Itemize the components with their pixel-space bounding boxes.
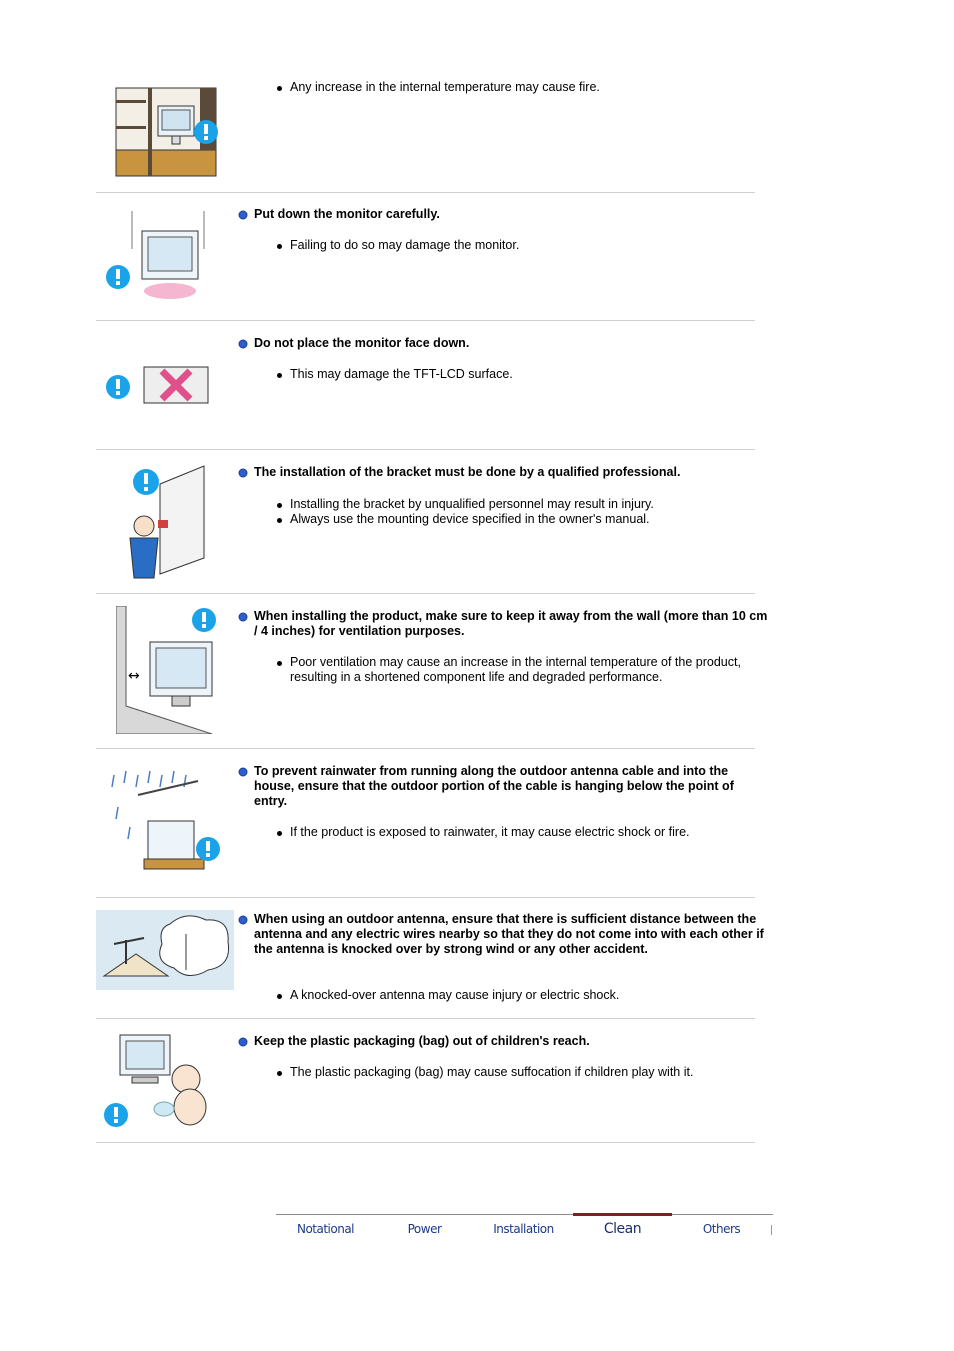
section-title: Put down the monitor carefully. xyxy=(238,207,769,222)
blue-bullet-icon xyxy=(238,611,248,621)
rain-antenna-illustration xyxy=(108,767,248,871)
plastic-bag-child-illustration xyxy=(102,1033,242,1129)
list-item: This may damage the TFT-LCD surface. xyxy=(275,367,745,382)
bottom-tab-bar xyxy=(276,1214,773,1245)
monitor-drop-illustration xyxy=(104,209,244,301)
blue-bullet-icon xyxy=(238,338,248,348)
wall-ventilation-illustration xyxy=(116,606,256,734)
safety-section xyxy=(96,594,768,749)
bracket-installation-illustration xyxy=(124,464,264,580)
item-list xyxy=(275,655,745,685)
blue-bullet-icon xyxy=(238,1036,248,1046)
list-item: Poor ventilation may cause an increase in the internal temperature of the product, resulting in a shortened component life and degraded performance. xyxy=(275,655,745,685)
list-item: If the product is exposed to rainwater, it may cause electric shock or fire. xyxy=(275,825,745,840)
safety-section xyxy=(96,1019,755,1143)
list-item: A knocked-over antenna may cause injury or electric shock. xyxy=(275,988,745,1003)
list-item: Failing to do so may damage the monitor. xyxy=(275,238,745,253)
blue-bullet-icon xyxy=(238,766,248,776)
list-item: Any increase in the internal temperature may cause fire. xyxy=(275,80,745,95)
list-item: The plastic packaging (bag) may cause suffocation if children play with it. xyxy=(275,1065,745,1080)
safety-section xyxy=(96,898,764,1019)
tab-clean[interactable]: Clean xyxy=(573,1215,672,1245)
item-list xyxy=(275,238,745,253)
antenna-wires-illustration xyxy=(96,910,236,990)
safety-section xyxy=(96,193,755,321)
tab-others[interactable]: Others xyxy=(702,1222,741,1236)
blue-bullet-icon xyxy=(238,914,248,924)
svg-text:↔: ↔ xyxy=(128,668,140,684)
item-list xyxy=(275,1065,745,1080)
item-list xyxy=(275,367,745,382)
safety-section xyxy=(96,749,755,898)
item-list xyxy=(275,988,745,1003)
item-list xyxy=(275,497,745,527)
blue-bullet-icon xyxy=(238,209,248,219)
bookshelf-monitor-illustration xyxy=(112,82,252,178)
safety-section xyxy=(96,80,755,193)
section-title: Keep the plastic packaging (bag) out of children's reach. xyxy=(238,1034,769,1049)
section-title: When using an outdoor antenna, ensure that there is sufficient distance between the antenna and any electric wires nearby so that they do not come into with each other if the antenna is knocked over by strong wind or any other accident. xyxy=(238,912,769,957)
tab-notational[interactable]: Notational xyxy=(296,1222,355,1236)
safety-section xyxy=(96,450,755,594)
list-item: Always use the mounting device specified in the owner's manual. xyxy=(275,512,745,527)
safety-section xyxy=(96,321,755,450)
section-title: Do not place the monitor face down. xyxy=(238,336,769,351)
tab-divider xyxy=(771,1225,772,1235)
tab-installation[interactable]: Installation xyxy=(493,1222,554,1236)
section-title: When installing the product, make sure to keep it away from the wall (more than 10 cm / 4 inches) for ventilation purposes. xyxy=(238,609,769,639)
list-item: Installing the bracket by unqualified personnel may result in injury. xyxy=(275,497,745,512)
item-list xyxy=(275,80,745,95)
blue-bullet-icon xyxy=(238,467,248,477)
item-list xyxy=(275,825,745,840)
section-title: The installation of the bracket must be done by a qualified professional. xyxy=(238,465,769,480)
monitor-face-down-illustration xyxy=(104,361,244,409)
section-title: To prevent rainwater from running along the outdoor antenna cable and into the house, ensure that the outdoor portion of the cable is hanging below the point of entry. xyxy=(238,764,769,809)
tab-power[interactable]: Power xyxy=(407,1222,442,1236)
